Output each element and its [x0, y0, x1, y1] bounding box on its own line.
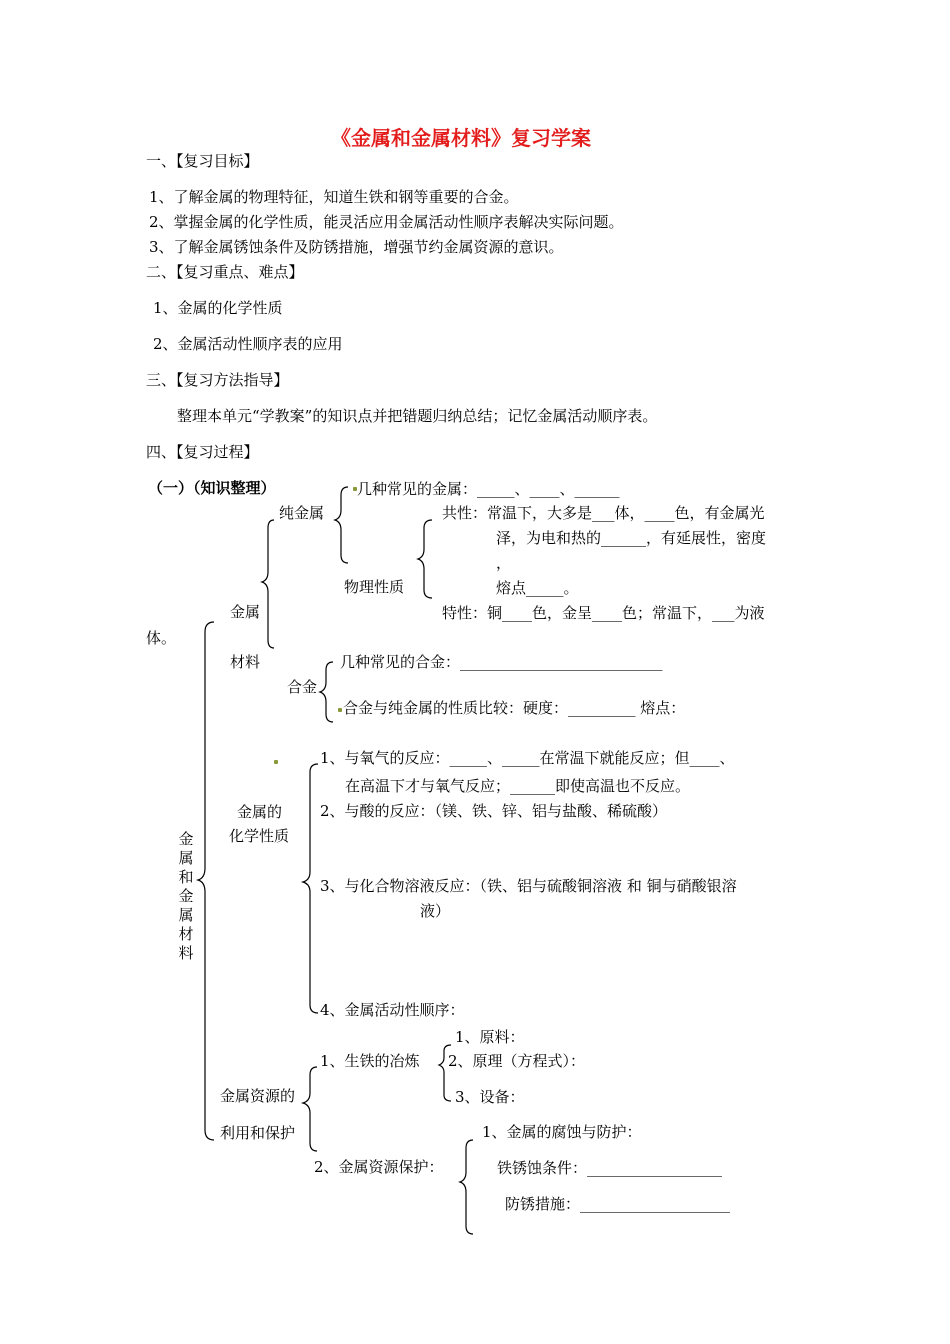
compound-reaction-line: 3、与化合物溶液反应：（铁、铝与硫酸铜溶液 和 铜与硝酸银溶: [320, 877, 737, 895]
brace-physical: [418, 520, 432, 598]
alloy-label: 合金: [287, 678, 318, 696]
special-property-line: 特性：铜____色，金呈____色；常温下，___为液: [442, 604, 765, 622]
keypoint-item: 1、金属的化学性质: [153, 299, 283, 317]
equipment-line: 3、设备：: [455, 1088, 525, 1106]
marker-dot: [274, 760, 278, 764]
common-property-line: 共性：常温下，大多是___体，____色，有金属光: [442, 504, 765, 522]
resource-label: 金属资源的: [220, 1087, 296, 1105]
chemical-property-label: 化学性质: [229, 827, 290, 845]
keypoint-item: 2、金属活动性顺序表的应用: [153, 335, 343, 353]
resource-label: 利用和保护: [220, 1124, 296, 1142]
resource-protection-line: 2、金属资源保护：: [314, 1158, 444, 1176]
common-property-line: 泽，为电和热的______，有延展性，密度: [496, 529, 767, 547]
acid-reaction-line: 2、与酸的反应：（镁、铁、锌、铝与盐酸、稀硫酸）: [320, 802, 668, 820]
marker-dot: [338, 708, 342, 712]
brace-pure-metal: [335, 487, 348, 563]
iron-smelting-line: 1、生铁的冶炼: [320, 1052, 420, 1070]
metal-materials-label: 材料: [230, 653, 261, 671]
goal-item: 2、掌握金属的化学性质，能灵活应用金属活动性顺序表解决实际问题。: [149, 213, 624, 231]
common-metals-line: 几种常见的金属：_____、____、______: [357, 480, 620, 498]
pure-metal-label: 纯金属: [279, 504, 325, 522]
common-alloys-line: 几种常见的合金：___________________________: [340, 653, 663, 671]
activity-series-line: 4、金属活动性顺序：: [320, 1001, 465, 1019]
rust-condition-line: 铁锈蚀条件：__________________: [497, 1159, 723, 1177]
common-property-line: ，: [496, 554, 512, 572]
goal-item: 3、了解金属锈蚀条件及防锈措施，增强节约金属资源的意识。: [149, 238, 564, 256]
section-heading-process: 四、【复习过程】: [146, 443, 259, 461]
brace-protection: [460, 1140, 473, 1234]
oxygen-reaction-line: 在高温下才与氧气反应；______即使高温也不反应。: [345, 777, 691, 795]
root-label: 金属和金属材料: [178, 830, 194, 962]
principle-line: 2、原理（方程式）：: [448, 1052, 586, 1070]
page-title: 《金属和金属材料》复习学案: [331, 126, 591, 150]
oxygen-reaction-line: 1、与氧气的反应：_____、_____在常温下就能反应；但____、: [320, 749, 735, 767]
goal-item: 1、了解金属的物理特征，知道生铁和钢等重要的合金。: [149, 188, 519, 206]
section-heading-keypoints: 二、【复习重点、难点】: [146, 263, 304, 281]
brace-metal-materials: [262, 520, 274, 648]
special-property-end: 体。: [146, 629, 177, 647]
brace-root: [198, 622, 214, 1140]
brace-alloy: [320, 662, 333, 722]
alloy-compare-line: 合金与纯金属的性质比较：硬度：_________ 熔点：: [343, 699, 686, 717]
corrosion-line: 1、金属的腐蚀与防护：: [482, 1123, 642, 1141]
brace-resource: [303, 1067, 317, 1151]
common-property-line: 熔点_____。: [496, 579, 579, 597]
rust-prevention-line: 防锈措施：____________________: [505, 1195, 731, 1213]
part-heading: （一）（知识整理）: [148, 479, 276, 497]
metal-materials-label: 金属: [230, 603, 261, 621]
compound-reaction-line: 液）: [420, 902, 451, 920]
section-heading-goals: 一、【复习目标】: [146, 152, 259, 170]
section-heading-method: 三、【复习方法指导】: [146, 371, 289, 389]
brace-chemical: [303, 764, 318, 1013]
method-text: 整理本单元“学教案”的知识点并把错题归纳总结；记忆金属活动顺序表。: [177, 407, 658, 425]
physical-property-label: 物理性质: [344, 578, 405, 596]
raw-material-line: 1、原料：: [455, 1028, 525, 1046]
chemical-property-label: 金属的: [237, 803, 283, 821]
